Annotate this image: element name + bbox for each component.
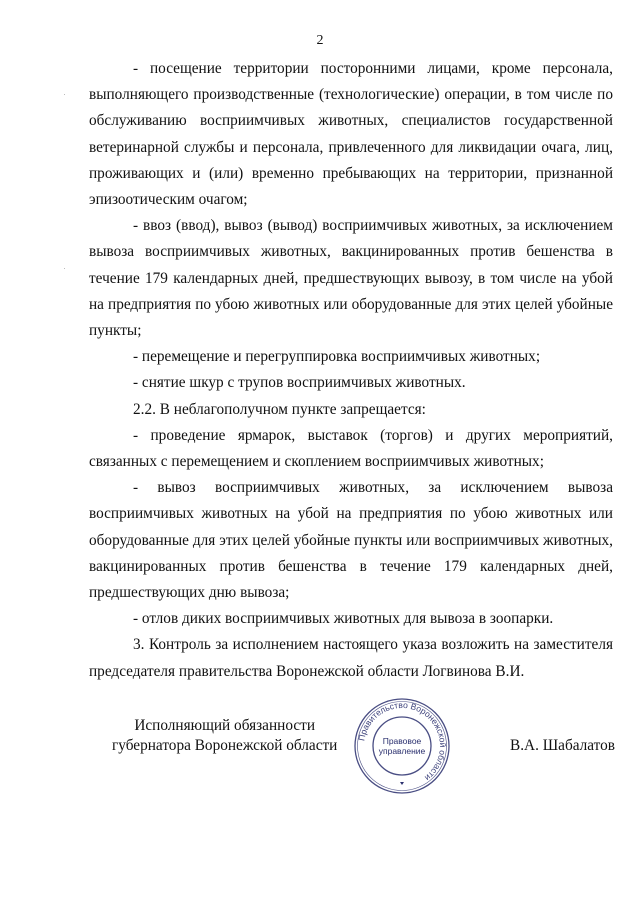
signatory-title-line-1: Исполняющий обязанности: [134, 717, 316, 734]
stamp-star-icon: [400, 782, 404, 785]
signatory-title-line-2: губернатора Воронежской области: [112, 737, 338, 754]
page-number: 2: [316, 33, 324, 48]
stamp-center-line-2: управление: [378, 746, 426, 756]
paragraph-export-ban: - вывоз восприимчивых животных, за исключением вывоза восприимчивых животных на убой на предприятия по убою животных или оборудованные для этих целей убойные пункты или восприимчивых животных, вакцинированных против бешенства в течение 179 календарных дней, предшествующих дню вывоза;: [89, 479, 613, 602]
paragraph-trapping-ban: - отлов диких восприимчивых животных для вывоза в зоопарки.: [133, 610, 554, 628]
paragraph-control-clause: 3. Контроль за исполнением настоящего указа возложить на заместителя председателя правительства Воронежской области Логвинова В.И.: [89, 636, 613, 680]
stamp-ring-text: Правительство Воронежской области: [356, 699, 449, 784]
paragraph-import-export-ban: - ввоз (ввод), вывоз (вывод) восприимчивых животных, за исключением вывоза восприимчивых животных, вакцинированных против бешенства в течение 179 календарных дней, предшествующих вывозу, в том числе на убой на предприятия по убою животных или оборудованные для этих целей убойные пункты;: [89, 217, 613, 340]
paragraph-section-2-2: 2.2. В неблагополучном пункте запрещается:: [133, 400, 426, 418]
signatory-name: В.А. Шабалатов: [510, 737, 616, 754]
scan-artifact: [64, 94, 65, 95]
paragraph-fairs-ban: - проведение ярмарок, выставок (торгов) и других мероприятий, связанных с перемещением и скоплением восприимчивых животных;: [89, 426, 613, 471]
official-stamp: [352, 696, 452, 796]
stamp-center-line-1: Правовое: [382, 736, 422, 746]
document-body: [89, 56, 613, 685]
paragraph-visitors-ban: - посещение территории посторонними лицами, кроме персонала, выполняющего производственные (технологические) операции, в том числе по обслуживанию восприимчивых животных, специалистов государственной ветеринарной службы и персонала, привлеченного для ликвидации очага, лиц, проживающих и (или) временно пребывающих на территории, признанной эпизоотическим очагом;: [89, 60, 613, 209]
paragraph-regrouping-ban: - перемещение и перегруппировка восприимчивых животных;: [133, 348, 541, 366]
signatory-title: [112, 716, 337, 756]
scan-artifact: [64, 268, 65, 269]
paragraph-skinning-ban: - снятие шкур с трупов восприимчивых животных.: [133, 374, 466, 392]
